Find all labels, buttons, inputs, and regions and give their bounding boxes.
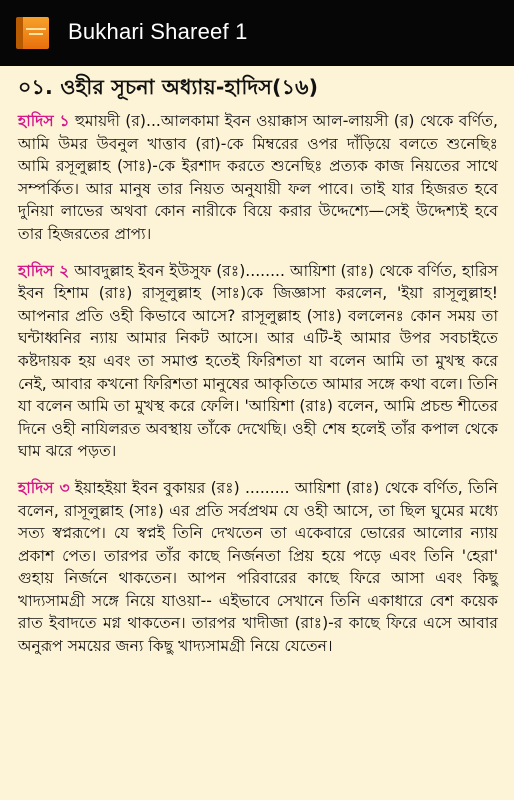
hadith-paragraph-2 xyxy=(18,260,498,463)
hadith-text-3: ইয়াহইয়া ইবন বুকায়র (রঃ) ......... আয়িশা (রাঃ) থেকে বর্ণিত, তিনি বলেন, রাসূলুল্লাহ (সাঃ) এর প্রতি সর্বপ্রথম যে ওহী আসে, তা ছিল ঘুমের মধ্যে সত্য স্বপ্নরূপে। যে স্বপ্নই তিনি দেখতেন তা একেবারে ভোরের আলোর ন্যায় প্রকাশ পেত। তারপর তাঁর কাছে নির্জনতা প্রিয় হয়ে পড়ে এবং তিনি 'হেরা' গুহায় নির্জনে থাকতেন। আপন পরিবারের কাছে ফিরে আসা এবং কিছু খাদ্যসামগ্রী সঙ্গে নিয়ে যাওয়া-- এইভাবে সেখানে তিনি একাধারে বেশ কয়েক রাত ইবাদতে মগ্ন থাকতেন। তারপর খাদীজা (রাঃ)-র কাছে ফিরে এসে আবার অনুরূপ সময়ের জন্য কিছু খাদ্যসামগ্রী নিয়ে যেতেন। xyxy=(18,478,498,656)
hadith-label-3: হাদিস ৩ xyxy=(18,478,70,497)
chapter-title: ০১. ওহীর সূচনা অধ্যায়-হাদিস(১৬) xyxy=(18,75,319,99)
hadith-paragraph-1 xyxy=(18,110,498,246)
app-title: Bukhari Shareef 1 xyxy=(68,19,248,44)
book-icon[interactable] xyxy=(12,13,52,53)
hadith-text-2: আবদুল্লাহ ইবন ইউসুফ (রঃ)........ আয়িশা (রাঃ) থেকে বর্ণিত, হারিস ইবন হিশাম (রাঃ) রাসূলুল্লাহ (সাঃ)কে জিজ্ঞাসা করলেন, 'ইয়া রাসূলুল্লাহ! আপনার প্রতি ওহী কিভাবে আসে? রাসূলুল্লাহ (সাঃ) বললেনঃ কোন সময় তা ঘন্টাধ্বনির ন্যায় আমার নিকট আসে। আর এটি-ই আমার উপর সবচাইতে কষ্টদায়ক হয় এবং তা সমাপ্ত হতেই ফিরিশতা যা বলেন আমি তা মুখস্থ করে নেই, আবার কখনো ফিরিশতা মানুষের আকৃতিতে আমার সঙ্গে কথা বলে। তিনি যা বলেন আমি তা মুখস্থ করে ফেলি। 'আয়িশা (রাঃ) বলেন, আমি প্রচন্ড শীতের দিনে ওহী নাযিলরত অবস্থায় তাঁকে দেখেছি। ওহী শেষ হলেই তাঁর কপাল থেকে ঘাম ঝরে পড়ত। xyxy=(18,261,498,461)
hadith-paragraph-3 xyxy=(18,477,498,658)
hadith-content[interactable] xyxy=(0,66,514,800)
action-bar xyxy=(0,0,514,66)
hadith-label-1: হাদিস ১ xyxy=(18,112,70,130)
hadith-text-1: হুমায়দী (র)...আলকামা ইবন ওয়াক্কাস আল-লায়সী (র) থেকে বর্ণিত, আমি উমর উবনুল খাত্তাব (রা)-কে মিম্বরের ওপর দাঁড়িয়ে বলতে শুনেছিঃ আমি রসূলুল্লাহ (সাঃ)-কে ইরশাদ করতে শুনেছিঃ প্রত্যক কাজ নিয়তের সাথে সম্পর্কিত। আর মানুষ তার নিয়ত অনুযায়ী ফল পাবে। তাই যার হিজরত হবে দুনিয়া লাভের অথবা কোন নারীকে বিয়ে করার উদ্দেশ্যে—সেই উদ্দেশ্যই হবে তার হিজরতের প্রাপ্য। xyxy=(18,112,498,243)
hadith-label-2: হাদিস ২ xyxy=(18,261,70,280)
